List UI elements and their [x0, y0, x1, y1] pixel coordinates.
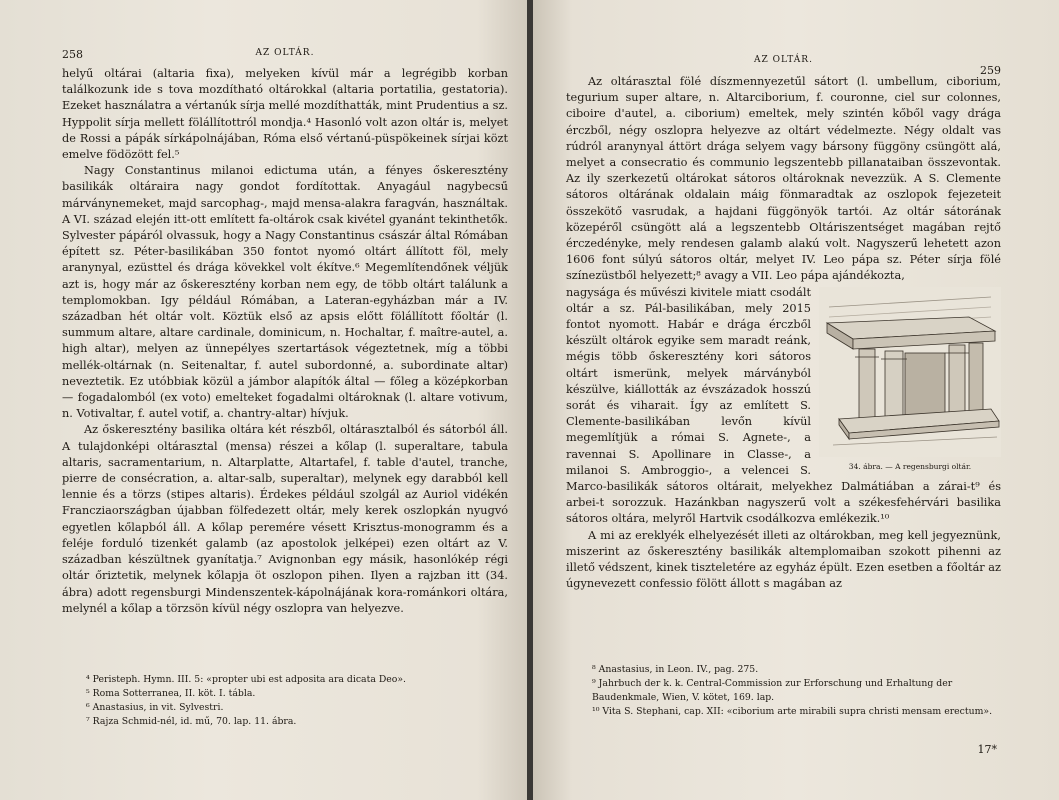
- footnote: ⁴ Peristeph. Hymn. III. 5: «propter ubi est adposita ara dicata Deo».: [86, 674, 407, 685]
- footnote: ¹⁰ Vita S. Stephani, cap. XII: «ciborium arte mirabili supra christi mensam erectum».: [592, 706, 993, 717]
- paragraph: Nagy Constantinus milanoi edictuma után, a fényes őskeresztény basilikák oltáraira nagy gondot fordítottak. Anyagául nagybecsű márványnemeket, majd sarcophag-, majd mensa-alakra faragván, használtak. A VI. század elején itt-ott említett fa-oltárok csak kivétel gyanánt tekinthetők. Sylvester pápáról olvassuk, hogy a Nagy Constantinus császár által Rómában épített sz. Péter-basilikában 350 fontot nyomó oltárt állított föl, mely aranynyal, ezüsttel és drága kövekkel volt ékítve.⁶ Megemlítendőnek véljük azt is, hogy már az őskeresztény korban nem egy, de több oltárt találunk a templomokban. Igy például Rómában, a Lateran-egyházban már a IV. században hét oltár volt. Köztük első az apsis előtt fölállított főoltár (l. summum altare, altare cardinale, dominicum, n. Hochaltar, f. maître-autel, a. high altar), melyen az ünnepélyes szertartások végeztetnek, míg a többi mellék-oltárnak (n. Seitenaltar, f. autel subordonné, a. subordinate altar) neveztetik. Ez utóbbiak közül a jámbor alapítók által — főleg a középkorban — fogadalomból (ex voto) emelteket fogadalmi oltároknak (l. altare votivum, n. Votivaltar, f. autel votif, a. chantry-altar) hívjuk.: [62, 164, 508, 421]
- left-footnotes: [86, 673, 500, 729]
- footnote: ⁵ Roma Sotterranea, II. köt. I. tábla.: [86, 688, 256, 699]
- left-body-text: [62, 66, 508, 617]
- altar-illustration: [819, 287, 1001, 475]
- right-page: [530, 0, 1059, 800]
- signature-mark: 17*: [977, 743, 997, 756]
- page-number: 259: [980, 64, 1001, 77]
- paragraph: A mi az ereklyék elhelyezését illeti az oltárokban, meg kell jegyeznünk, miszerint az őskeresztény basilikák altemplomaiban szokott pihenni az illető védszent, kinek tiszteletére az egyház épült. Ezen esetben a főoltár az úgynevezett confessio fölött állott s magában az: [566, 528, 1001, 591]
- right-footnotes: [592, 663, 997, 756]
- footnote: ⁸ Anastasius, in Leon. IV., pag. 275.: [592, 664, 759, 675]
- running-head: AZ OLTÁR.: [754, 55, 813, 65]
- paragraph: Az őskeresztény basilika oltára két részből, oltárasztalból és sátorból áll. A tulajdonképi oltárasztal (mensa) részei a kőlap (l. superaltare, tabula altaris, sacramentarium, n. Altarplatte, Altartafel, f. table d'autel, tranche, pierre de consécration, a. altar-salb, superaltar), melynek egy darabból kell lennie és a törzs (stipes altaris). Érdekes például szolgál az Auriol vidékén Francziaországban újabban fölfedezett oltár, mely kerek oszlopkán nyugvó egyetlen kőlapból áll. A kőlap peremére vésett Krisztus-monogramm és a feléje forduló tizenkét galamb (az apostolok jelképei) ezen oltárt az V. században készültnek gyanítatja.⁷ Avignonban egy másik, hasonlókép régi oltár őriztetik, melynek kőlapja öt oszlopon pihen. Ilyen a rajzban itt (34. ábra) adott regensburgi Mindenszentek-kápolnájának kora-románkori oltára, melynél a kőlap a törzsön kívül négy oszlopra van helyezve.: [62, 423, 508, 615]
- left-page-header: [62, 44, 508, 66]
- regensburg-altar-drawing: [819, 287, 1001, 457]
- page-number: 258: [62, 48, 83, 61]
- right-page-header: [566, 46, 1001, 77]
- paragraph: Az oltárasztal fölé díszmennyezetűl sátort (l. umbellum, ciborium, tegurium super altare, n. Altarciborium, f. couronne, ciel sur colonnes, ciboire d'autel, a. ciborium) emeltek, mely szintén kőből vagy drága érczből, négy oszlopra helyezve az oltárt védelmezte. Négy oldalt vas rúdról aranynyal áttört drága selyem vagy bársony függöny csüngött alá, melyet a consecratio és communio legszentebb pillanataiban összevontak. Az ily szerkezetű oltárokat sátoros oltároknak nevezzük. A S. Clemente sátoros oltárának oldalain máig fönmaradtak az oszlopok fejezeteit összekötő vasrudak, a hajdani függönyök tartói. Az oltár sátorának közepéről csüngött alá a legszentebb Oltáriszentséget magában rejtő érczedényke, mely rendesen galamb alakú volt. Nagyszerű lehetett azon 1606 font súlyú sátoros oltár, melyet IV. Leo pápa sz. Péter sírja fölé színezüstből helyezett;⁸ avagy a VII. Leo pápa ajándékozta,: [566, 75, 1001, 283]
- paragraph: nagysága és művészi kivitele miatt csodált oltár a sz. Pál-basilikában, mely 2015 fontot nyomott. Habár e drága érczből készült oltárok egyike sem maradt reánk, mégis több őskeresztény kori sátoros oltárt ismerünk, melyek márványból készülve, kiállották az évszázadok hosszú sorát és viharait. Így az említett S. Clemente-basilikában levőn kívül megemlítjük a római S. Agnete-, a ravennai S. Apollinare in Classe-, a milanoi S. Ambroggio-, a velencei S. Marco-basilikák sátoros oltárait, melyekhez Dalmátiában a zárai-t⁹ és arbei-t sorozzuk. Hazánkban nagyszerű volt a székesfehérvári basilika sátoros oltára, melyről Hartvik csodálkozva emlékezik.¹⁰: [566, 285, 1001, 526]
- book-gutter: [527, 0, 533, 800]
- right-body-text: [566, 68, 1001, 593]
- footnote: ⁹ Jahrbuch der k. k. Central-Commission zur Erforschung und Erhaltung der Baudenkmale, Wien, V. kötet, 169. lap.: [592, 678, 953, 703]
- paragraph: helyű oltárai (altaria fixa), melyeken kívül már a legrégibb korban találkozunk ide s tova mozdítható oltárokkal (altaria portatilia, gestatoria). Ezeket használatra a vértanúk sírja mellé mozdíthatták, mint Prudentius a sz. Hyppolit sírja mellett fölállítottról mondja.⁴ Hasonló volt azon oltár is, melyet de Rossi a pápák sírkápolnájában, Róma első vértanú-püspökeinek sírjai közt emelve födözött fel.⁵: [62, 67, 508, 162]
- figure-caption: 34. ábra. — A regensburgi oltár.: [848, 461, 972, 471]
- running-head: AZ OLTÁR.: [255, 48, 315, 58]
- footnote: ⁷ Rajza Schmid-nél, id. mű, 70. lap. 11. ábra.: [86, 716, 297, 727]
- footnote: ⁶ Anastasius, in vit. Sylvestri.: [86, 702, 224, 713]
